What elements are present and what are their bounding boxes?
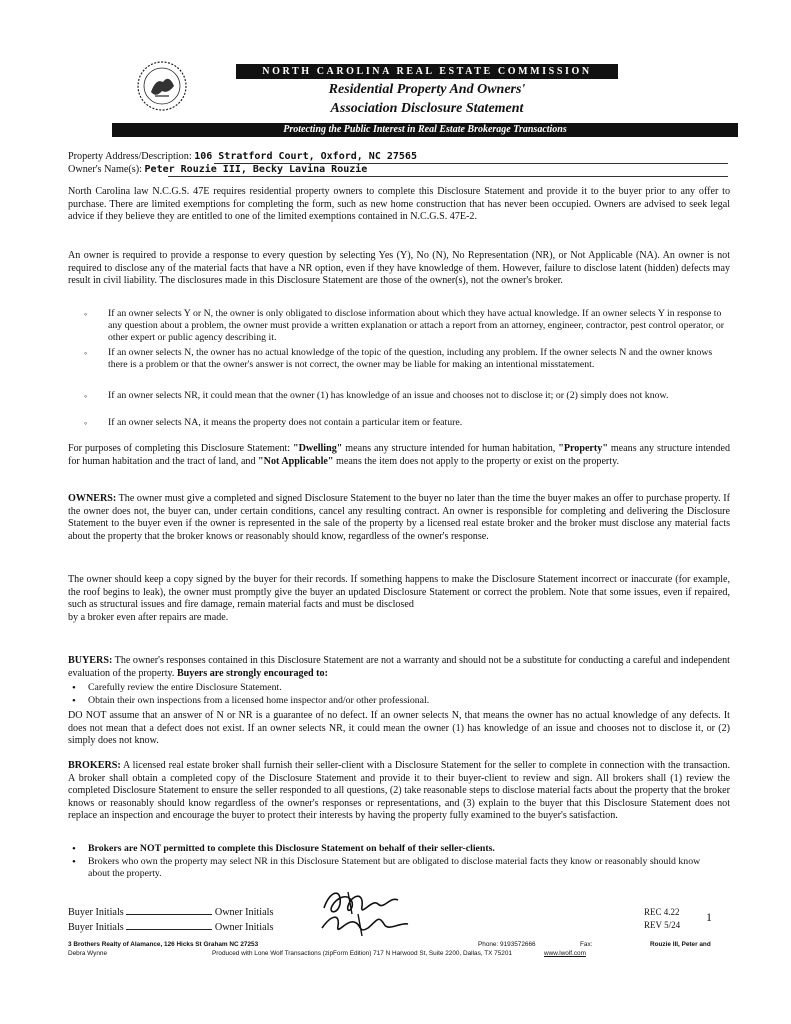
form-code: REC 4.22 xyxy=(644,907,680,917)
bullet-marker-icon: ◦ xyxy=(84,309,88,319)
property-address-line xyxy=(68,151,417,162)
owners-name-line xyxy=(68,164,367,175)
buyer-initials-label-2: Buyer Initials xyxy=(68,922,124,933)
owner-initials-label-2: Owner Initials xyxy=(214,922,274,933)
buyer-initials-label: Buyer Initials xyxy=(68,907,124,918)
tagline-band: Protecting the Public Interest in Real Estate Brokerage Transactions xyxy=(112,123,738,137)
footer-agent: Debra Wynne xyxy=(68,950,108,957)
property-address-label: Property Address/Description: xyxy=(68,151,192,162)
do-not-assume-paragraph: DO NOT assume that an answer of N or NR is a guarantee of no defect. If an owner selects N, that means the owner has no actual knowledge of any defects. It does not mean that a defect does not exist. If an owner selects NR, it could mean the owner (1) has knowledge of an issue and chooses not to disclose it, or (2) simply does not know. xyxy=(68,710,730,747)
brokers-paragraph: BROKERS: A licensed real estate broker shall furnish their seller-client with a Disclosure Statement for the seller to complete in connection with the transaction. A broker shall obtain a completed copy of the Disclosure Statement and provide it to their buyer-client to review and sign. All brokers shall (1) review the completed Disclosure Statement to ensure the seller responded to all questions, (2) take reasonable steps to disclose material facts about the property that the broker knows or reasonably should know regardless of the owner's responses or representations, and (3) explain to the buyer that this Disclosure Statement does not replace an inspection and encourage the buyer to protect their interests by having the property fully examined to the buyer's satisfaction. xyxy=(68,760,730,822)
definitions-paragraph: For purposes of completing this Disclosure Statement: "Dwelling" means any structure intended for human habitation, "Property" means any structure intended for human habitation and the tract of land, and "Not Applicable" means the item does not apply to the property or exist on the property. xyxy=(68,443,730,467)
owner-initials-label: Owner Initials xyxy=(214,907,274,918)
initials-row-1 xyxy=(68,905,273,918)
owners-name-value: Peter Rouzie III, Becky Lavina Rouzie xyxy=(144,164,368,175)
bullet-dot-icon: • xyxy=(72,843,76,855)
broker-bullet-own-property: • Brokers who own the property may select NR in this Disclosure Statement but are obligated to disclose material facts they know or reasonably should know about the property. xyxy=(72,856,701,880)
bullet-dot-icon: • xyxy=(72,856,76,868)
footer-phone: Phone: 9193572666 xyxy=(478,941,536,948)
bullet-y-or-n: ◦ If an owner selects Y or N, the owner is only obligated to disclose information about which they have actual knowledge. If an owner selects Y in response to any question about a problem, the owner must provide a written explanation or attach a report from an attorney, engineer, contractor, pest control operator, or other expert or public agency describing it. xyxy=(84,308,724,344)
bullet-nr: ◦ If an owner selects NR, it could mean that the owner (1) has knowledge of an issue and chooses not to disclose it; or (2) simply does not know. xyxy=(84,390,669,401)
bullet-marker-icon: ◦ xyxy=(84,391,88,401)
form-title-line1: Residential Property And Owners' xyxy=(328,82,526,97)
bullet-dot-icon: • xyxy=(72,695,76,707)
owners-name-label: Owner's Name(s): xyxy=(68,164,142,175)
commission-seal-icon xyxy=(136,60,188,112)
footer-file-name: Rouzie III, Peter and xyxy=(650,941,711,948)
footer-brokerage: 3 Brothers Realty of Alamance, 126 Hicks St Graham NC 27253 xyxy=(68,941,259,948)
buyer-bullet-review: • Carefully review the entire Disclosure Statement. xyxy=(72,682,282,694)
owners-underline xyxy=(168,176,728,177)
property-address-value: 106 Stratford Court, Oxford, NC 27565 xyxy=(194,151,417,162)
bullet-dot-icon: • xyxy=(72,682,76,694)
form-revision: REV 5/24 xyxy=(644,920,681,930)
copy-paragraph: The owner should keep a copy signed by the buyer for their records. If something happens to make the Disclosure Statement incorrect or inaccurate (for example, the roof begins to leak), the owner must promptly give the buyer an updated Disclosure Statement or correct the problem. Note that some issues, even if repaired, such as structural issues and fire damage, remain material facts and must be disclosed by a broker even after repairs are made. xyxy=(68,574,730,623)
response-requirement-paragraph: An owner is required to provide a response to every question by selecting Yes (Y), No (N), No Representation (NR), or Not Applicable (NA). An owner is not required to disclose any of the material facts that have a NR option, even if they have knowledge of them. However, failure to disclose latent (hidden) defects may result in civil liability. The disclosures made in this Disclosure Statement are those of the owner(s), not the owner's broker. xyxy=(68,250,730,287)
bullet-n: ◦ If an owner selects N, the owner has no actual knowledge of the topic of the question, including any problem. If the owner selects N and the owner knows there is a problem or that the owner's answer is not correct, the owner may be liable for making an intentional misstatement. xyxy=(84,347,713,371)
intro-paragraph: North Carolina law N.C.G.S. 47E requires residential property owners to complete this Disclosure Statement and provide it to the buyer prior to any offer to purchase. There are limited exemptions for completing the form, such as new home construction that has never been occupied. Owners are advised to seek legal advice if they believe they are entitled to one of the limited exemptions contained in N.C.G.S. 47E-2. xyxy=(68,186,730,223)
bullet-marker-icon: ◦ xyxy=(84,348,88,358)
commission-band: NORTH CAROLINA REAL ESTATE COMMISSION xyxy=(236,64,618,79)
bullet-marker-icon: ◦ xyxy=(84,418,88,428)
footer-fax: Fax: xyxy=(580,941,593,948)
page-number: 1 xyxy=(706,910,712,924)
buyers-paragraph: BUYERS: The owner's responses contained in this Disclosure Statement are not a warranty and should not be a substitute for conducting a careful and independent evaluation of the property. Buyers are strongly encouraged to: xyxy=(68,655,730,679)
initials-row-2 xyxy=(68,920,273,933)
buyer-initials-field-2[interactable] xyxy=(126,920,212,930)
footer-website-link[interactable]: www.lwolf.com xyxy=(544,950,586,957)
buyer-bullet-inspect: • Obtain their own inspections from a licensed home inspector and/or other professional. xyxy=(72,695,430,707)
form-title-line2: Association Disclosure Statement xyxy=(330,101,524,116)
footer-produced-by: Produced with Lone Wolf Transactions (zipForm Edition) 717 N Harwood St, Suite 2200, Dallas, TX 75201 xyxy=(212,950,512,957)
owners-paragraph: OWNERS: The owner must give a completed and signed Disclosure Statement to the buyer no later than the time the buyer makes an offer to purchase property. If the owner does not, the buyer can, under certain conditions, cancel any resulting contract. An owner is responsible for completing and delivering the Disclosure Statement to the buyer even if the owner is represented in the sale of the property by a licensed real estate broker and the broker must disclose any material facts about the property that the broker knows or reasonably should know, regardless of the owner's response. xyxy=(68,493,730,542)
buyer-initials-field[interactable] xyxy=(126,905,212,915)
broker-bullet-not-permitted: • Brokers are NOT permitted to complete this Disclosure Statement on behalf of their seller-clients. xyxy=(72,843,495,855)
bullet-na: ◦ If an owner selects NA, it means the property does not contain a particular item or feature. xyxy=(84,417,463,428)
owner-initials-signature xyxy=(318,884,414,938)
